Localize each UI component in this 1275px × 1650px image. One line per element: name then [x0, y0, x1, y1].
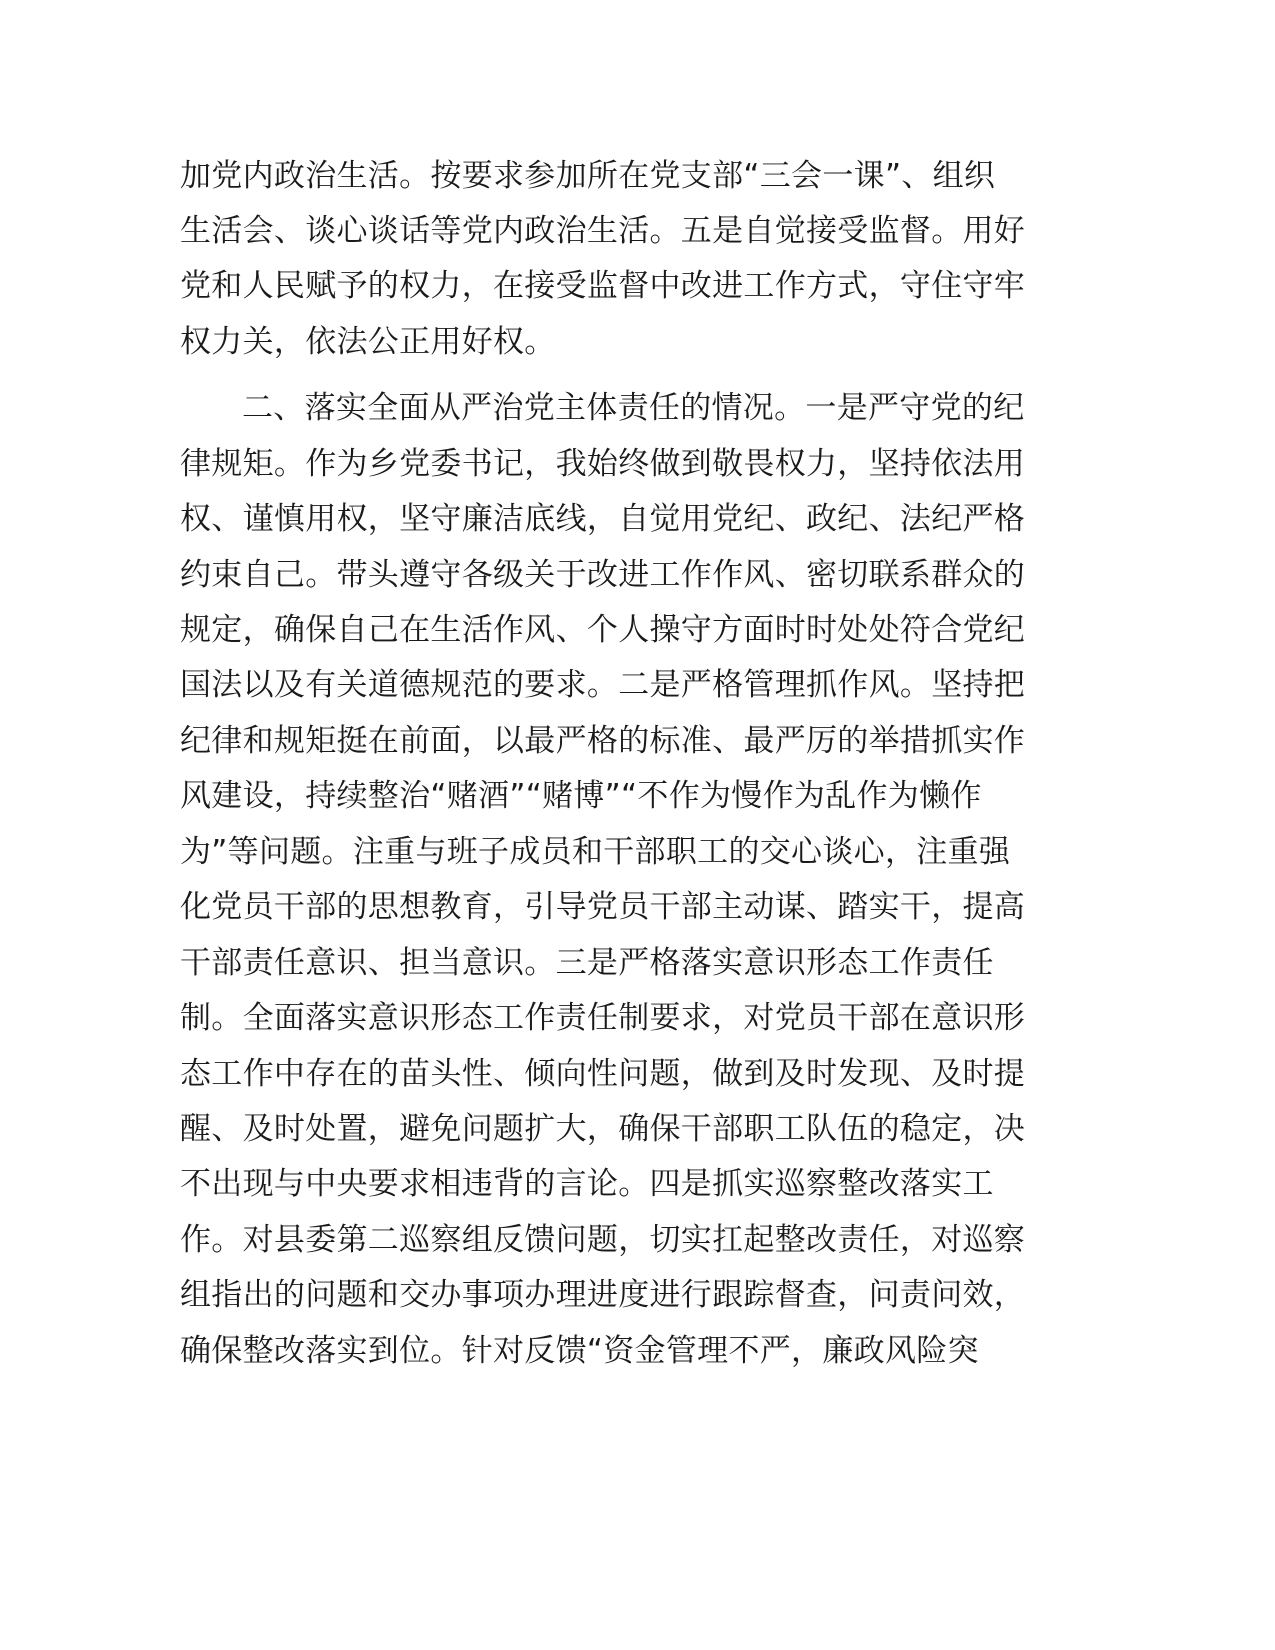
- text-line: 二、落实全面从严治党主体责任的情况。一是严守党的纪: [242, 390, 1025, 426]
- text-line: 风建设，持续整治“赌酒”“赌博”“不作为慢作为乱作为懒作: [180, 778, 982, 814]
- text-line: 化党员干部的思想教育，引导党员干部主动谋、踏实干，提高: [180, 889, 1026, 925]
- text-line: 权力关，依法公正用好权。: [180, 324, 556, 360]
- text-line: 国法以及有关道德规范的要求。二是严格管理抓作风。坚持把: [180, 667, 1026, 703]
- text-line: 权、谨慎用权，坚守廉洁底线，自觉用党纪、政纪、法纪严格: [180, 501, 1026, 537]
- text-line: 确保整改落实到位。针对反馈“资金管理不严，廉政风险突: [180, 1333, 979, 1369]
- text-line: 约束自己。带头遵守各级关于改进工作作风、密切联系群众的: [180, 557, 1026, 593]
- text-line: 态工作中存在的苗头性、倾向性问题，做到及时发现、及时提: [180, 1056, 1026, 1092]
- text-line: 组指出的问题和交办事项办理进度进行跟踪督查，问责问效，: [180, 1277, 1026, 1313]
- text-line: 生活会、谈心谈话等党内政治生活。五是自觉接受监督。用好: [180, 213, 1026, 249]
- text-line: 作。对县委第二巡察组反馈问题，切实扛起整改责任，对巡察: [180, 1222, 1026, 1258]
- text-line: 醒、及时处置，避免问题扩大，确保干部职工队伍的稳定，决: [180, 1111, 1026, 1147]
- text-line: 制。全面落实意识形态工作责任制要求，对党员干部在意识形: [180, 1000, 1026, 1036]
- text-line: 律规矩。作为乡党委书记，我始终做到敬畏权力，坚持依法用: [180, 446, 1026, 482]
- text-line: 干部责任意识、担当意识。三是严格落实意识形态工作责任: [180, 945, 994, 981]
- text-line: 不出现与中央要求相违背的言论。四是抓实巡察整改落实工: [180, 1166, 994, 1202]
- text-line: 为”等问题。注重与班子成员和干部职工的交心谈心，注重强: [180, 834, 1011, 870]
- text-line: 规定，确保自己在生活作风、个人操守方面时时处处符合党纪: [180, 612, 1026, 648]
- text-line: 纪律和规矩挺在前面，以最严格的标准、最严厉的举措抓实作: [180, 723, 1026, 759]
- text-line: 加党内政治生活。按要求参加所在党支部“三会一课”、组织: [180, 158, 996, 194]
- text-line: 党和人民赋予的权力，在接受监督中改进工作方式，守住守牢: [180, 268, 1026, 304]
